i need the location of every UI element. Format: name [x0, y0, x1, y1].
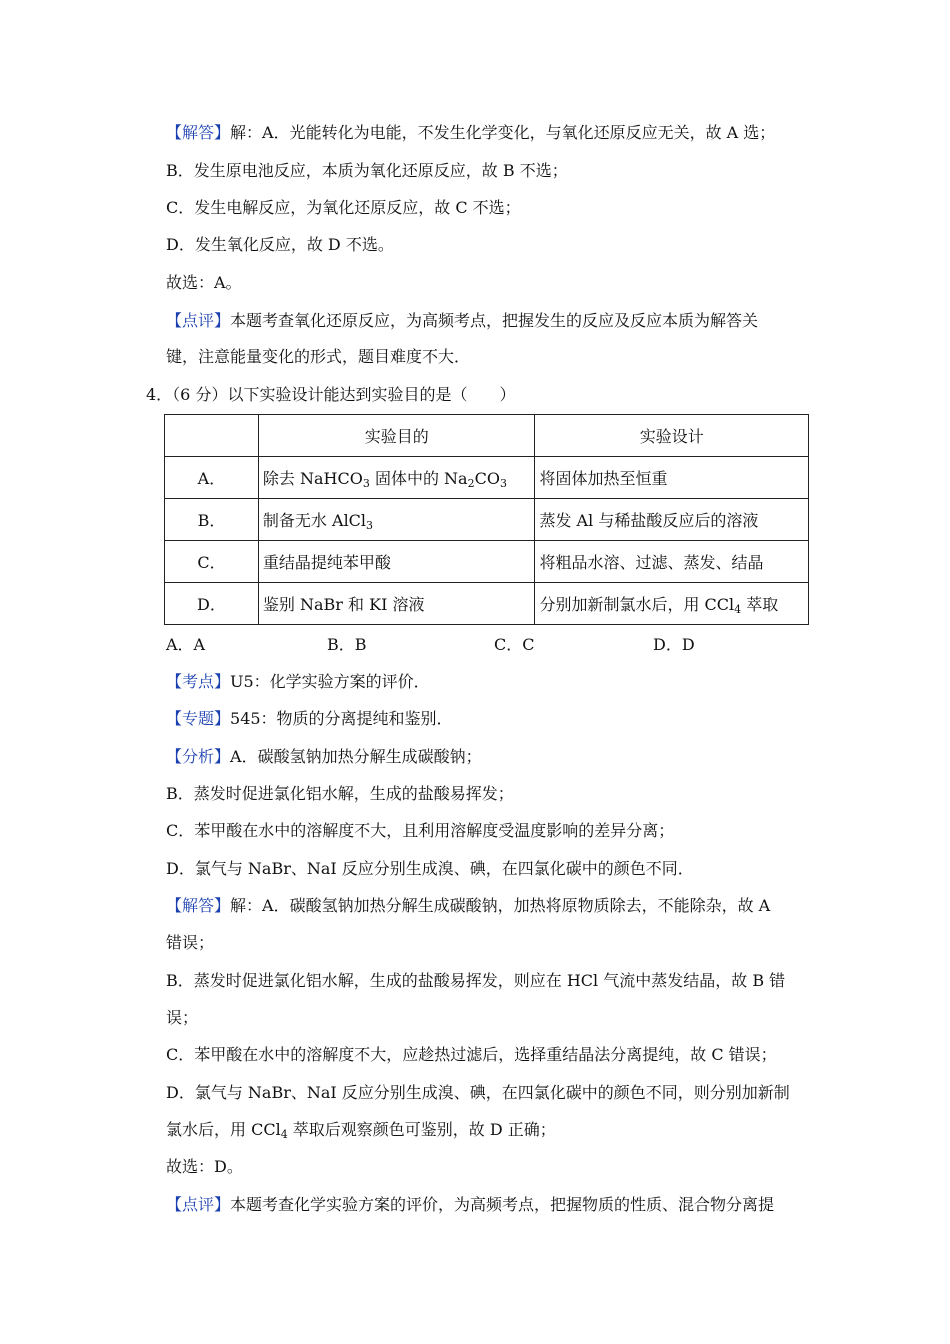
review-text: 本题考查氧化还原反应，为高频考点，把握发生的反应及反应本质为解答关 — [230, 311, 759, 330]
subscript: 2 — [467, 477, 475, 490]
row-design: 蒸发 Al 与稀盐酸反应后的溶液 — [535, 499, 809, 541]
row-label: D． — [165, 583, 259, 625]
review-paragraph-1 — [166, 310, 758, 332]
answer-line-b: B．发生原电池反应，本质为氧化还原反应，故 B 不选； — [166, 161, 568, 180]
goal-text: 除去 NaHCO — [262, 469, 363, 488]
choice-line: 故选：D。 — [166, 1157, 243, 1176]
topic-line — [166, 708, 453, 730]
choice-line: 故选：A。 — [166, 273, 242, 292]
goal-text: CO — [474, 469, 500, 488]
point-text: U5：化学实验方案的评价． — [230, 672, 430, 691]
row-label: B． — [165, 499, 259, 541]
review-text: 本题考查化学实验方案的评价，为高频考点，把握物质的性质、混合物分离提 — [230, 1195, 775, 1214]
analysis-line-a — [166, 746, 482, 768]
table-header-cell: 实验目的 — [258, 415, 535, 457]
answer-tag: 【解答】 — [166, 896, 231, 915]
subscript: 3 — [366, 519, 374, 532]
option-a: A．A — [166, 635, 206, 654]
table-header-row — [165, 415, 809, 457]
row-goal: 重结晶提纯苯甲酸 — [258, 541, 535, 583]
analysis-line-b: B．蒸发时促进氯化铝水解，生成的盐酸易挥发； — [166, 784, 514, 803]
row-label: C． — [165, 541, 259, 583]
review-text-2: 键，注意能量变化的形式，题目难度不大． — [166, 347, 471, 366]
experiment-table — [164, 414, 809, 625]
subscript: 3 — [499, 477, 507, 490]
topic-tag: 【专题】 — [166, 709, 231, 728]
answer-text: 萃取后观察颜色可鉴别，故 D 正确； — [287, 1120, 556, 1139]
topic-text: 545：物质的分离提纯和鉴别． — [230, 709, 453, 728]
answer-paragraph-1 — [166, 122, 775, 144]
row-label: A． — [165, 457, 259, 499]
answer-line-d: D．氯气与 NaBr、NaI 反应分别生成溴、碘，在四氯化碳中的颜色不同，则分别加新制 — [166, 1083, 790, 1102]
analysis-tag: 【分析】 — [166, 747, 231, 766]
row-design: 将固体加热至恒重 — [535, 457, 809, 499]
point-tag: 【考点】 — [166, 672, 231, 691]
table-row — [165, 457, 809, 499]
row-goal — [258, 457, 535, 499]
table-row — [165, 583, 809, 625]
table-row — [165, 499, 809, 541]
answer-text: 解：A．碳酸氢钠加热分解生成碳酸钠，加热将原物质除去，不能除杂，故 A — [230, 896, 771, 915]
answer-text: 氯水后，用 CCl — [166, 1120, 281, 1139]
option-b: B．B — [327, 635, 367, 654]
answer-line-b-cont: 误； — [166, 1008, 199, 1027]
goal-text: 固体中的 Na — [369, 469, 468, 488]
subscript: 3 — [362, 477, 370, 490]
design-text: 萃取 — [741, 595, 779, 614]
row-goal — [258, 499, 535, 541]
row-design: 将粗品水溶、过滤、蒸发、结晶 — [535, 541, 809, 583]
review-tag: 【点评】 — [166, 1195, 231, 1214]
answer-line-d: D．发生氧化反应，故 D 不选。 — [166, 235, 394, 254]
answer-line-d-cont — [166, 1119, 556, 1141]
answer-line-c: C．苯甲酸在水中的溶解度不大，应趁热过滤后，选择重结晶法分离提纯，故 C 错误； — [166, 1045, 777, 1064]
review-tag: 【点评】 — [166, 311, 231, 330]
answer-line-c: C．发生电解反应，为氧化还原反应，故 C 不选； — [166, 198, 521, 217]
answer-tag: 【解答】 — [166, 123, 231, 142]
row-goal: 鉴别 NaBr 和 KI 溶液 — [258, 583, 535, 625]
analysis-line-c: C．苯甲酸在水中的溶解度不大，且利用溶解度受温度影响的差异分离； — [166, 821, 675, 840]
subscript: 4 — [280, 1128, 288, 1141]
table-header-cell: 实验设计 — [535, 415, 809, 457]
option-d: D．D — [653, 635, 695, 654]
point-line — [166, 671, 430, 693]
table-row — [165, 541, 809, 583]
review-line — [166, 1194, 774, 1216]
answer-line-b: B．蒸发时促进氯化铝水解，生成的盐酸易挥发，则应在 HCl 气流中蒸发结晶，故 B 错 — [166, 971, 786, 990]
subscript: 4 — [734, 603, 742, 616]
answer-line-a — [166, 895, 770, 917]
design-text: 分别加新制氯水后，用 CCl — [539, 595, 735, 614]
row-design — [535, 583, 809, 625]
answer-line-a-cont: 错误； — [166, 933, 215, 952]
analysis-line-d: D．氯气与 NaBr、NaI 反应分别生成溴、碘，在四氯化碳中的颜色不同． — [166, 859, 694, 878]
answer-text: 解：A．光能转化为电能，不发生化学变化，与氧化还原反应无关，故 A 选； — [230, 123, 776, 142]
analysis-text: A．碳酸氢钠加热分解生成碳酸钠； — [230, 747, 482, 766]
question-stem: 4．（6 分）以下实验设计能达到实验目的是（ ） — [146, 385, 516, 404]
goal-text: 制备无水 AlCl — [262, 511, 367, 530]
table-header-cell — [165, 415, 259, 457]
option-c: C．C — [494, 635, 535, 654]
